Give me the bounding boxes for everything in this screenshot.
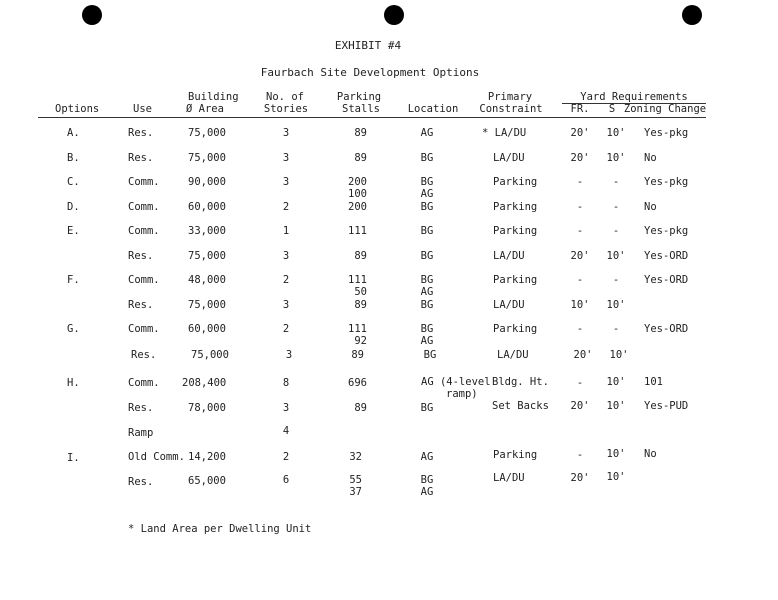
cell-zoning: 101 <box>644 376 663 388</box>
header-options: Options <box>55 103 100 115</box>
cell-area: 90,000 <box>188 176 226 188</box>
header-stories-top: No. of <box>266 91 304 103</box>
cell-stories: 3 <box>282 402 290 414</box>
cell-zoning: No <box>644 201 657 213</box>
cell-parking: 111 <box>348 323 367 335</box>
cell-zoning: Yes-ORD <box>644 323 689 335</box>
cell-location: BG <box>420 152 434 164</box>
cell-use: Res. <box>128 476 154 488</box>
cell-location: BG <box>420 402 434 414</box>
cell-fr: - <box>576 201 584 213</box>
cell-s: 10' <box>606 127 626 139</box>
cell-stories: 4 <box>282 425 290 437</box>
cell-use: Ramp <box>128 427 154 439</box>
header-s: S <box>608 103 616 115</box>
cell-area: 48,000 <box>188 274 226 286</box>
header-building-bottom: Ø Area <box>186 103 224 115</box>
cell-location: AG <box>420 451 434 463</box>
cell-fr: 20' <box>570 250 590 262</box>
exhibit-heading: EXHIBIT #4 <box>334 39 402 52</box>
cell-s: - <box>612 201 620 213</box>
cell-stories: 3 <box>282 250 290 262</box>
cell-s: 10' <box>609 349 629 361</box>
cell-parking-secondary: 100 <box>348 188 367 200</box>
header-rule <box>38 117 706 118</box>
cell-option: E. <box>67 225 80 237</box>
cell-constraint: LA/DU <box>497 349 529 361</box>
cell-location-secondary: AG <box>420 286 434 298</box>
cell-constraint: Parking <box>493 449 538 461</box>
cell-option: F. <box>67 274 80 286</box>
cell-constraint: Set Backs <box>492 400 549 412</box>
cell-s: - <box>612 274 620 286</box>
cell-location: AG <box>420 127 434 139</box>
cell-use: Res. <box>128 299 154 311</box>
cell-use: Comm. <box>128 323 160 335</box>
cell-use: Comm. <box>128 377 160 389</box>
cell-constraint: Parking <box>493 323 538 335</box>
cell-option: B. <box>67 152 80 164</box>
cell-location: BG <box>420 176 434 188</box>
cell-location: BG <box>420 474 434 486</box>
cell-s: 10' <box>606 299 626 311</box>
header-building-top: Building <box>188 91 239 103</box>
cell-area: 75,000 <box>188 127 226 139</box>
cell-fr: 20' <box>573 349 593 361</box>
cell-s: 10' <box>606 400 626 412</box>
cell-stories: 2 <box>282 274 290 286</box>
header-zoning-change: Zoning Change <box>623 103 707 115</box>
cell-parking: 89 <box>354 152 367 164</box>
cell-option: I. <box>67 452 80 464</box>
cell-parking: 200 <box>348 201 367 213</box>
cell-s: 10' <box>606 250 626 262</box>
cell-use: Comm. <box>128 176 160 188</box>
cell-fr: - <box>576 274 584 286</box>
cell-constraint: LA/DU <box>493 250 525 262</box>
cell-option: D. <box>67 201 80 213</box>
cell-location: BG <box>420 250 434 262</box>
cell-constraint: Bldg. Ht. <box>492 376 549 388</box>
cell-area: 60,000 <box>188 323 226 335</box>
cell-parking: 696 <box>348 377 367 389</box>
cell-s: - <box>612 225 620 237</box>
header-stories-bottom: Stories <box>263 103 309 115</box>
cell-zoning: Yes-PUD <box>644 400 689 412</box>
header-location: Location <box>407 103 459 115</box>
cell-stories: 2 <box>282 201 290 213</box>
cell-parking: 111 <box>348 225 367 237</box>
cell-option: H. <box>67 377 80 389</box>
cell-stories: 8 <box>282 377 290 389</box>
cell-use: Res. <box>128 152 154 164</box>
cell-parking: 32 <box>349 451 362 463</box>
cell-location-secondary: AG <box>420 188 434 200</box>
cell-parking: 89 <box>354 402 367 414</box>
cell-parking-secondary: 50 <box>354 286 367 298</box>
cell-stories: 3 <box>282 176 290 188</box>
cell-area: 65,000 <box>188 475 226 487</box>
cell-use: Comm. <box>128 201 160 213</box>
cell-area: 208,400 <box>182 377 227 389</box>
cell-use: Res. <box>131 349 157 361</box>
cell-s: 10' <box>606 448 626 460</box>
cell-parking: 89 <box>351 349 364 361</box>
header-parking-top: Parking <box>336 91 382 103</box>
cell-s: 10' <box>606 471 626 483</box>
cell-area: 75,000 <box>188 152 226 164</box>
punch-hole-right <box>682 5 702 25</box>
header-yard-requirements: Yard Requirements <box>580 91 688 103</box>
cell-fr: 20' <box>570 472 590 484</box>
cell-location: BG <box>420 225 434 237</box>
cell-area: 75,000 <box>188 299 226 311</box>
cell-area: 60,000 <box>188 201 226 213</box>
cell-option: A. <box>67 127 80 139</box>
cell-zoning: No <box>644 448 657 460</box>
cell-location: AG (4-level <box>421 376 491 388</box>
cell-stories: 2 <box>282 451 290 463</box>
cell-location-secondary: AG <box>420 335 434 347</box>
cell-zoning: Yes-ORD <box>644 274 689 286</box>
cell-parking: 89 <box>354 127 367 139</box>
cell-fr: - <box>576 323 584 335</box>
cell-s: - <box>612 323 620 335</box>
cell-use: Res. <box>128 127 154 139</box>
cell-constraint: Parking <box>493 201 538 213</box>
cell-s: - <box>612 176 620 188</box>
cell-fr: 20' <box>570 127 590 139</box>
cell-location-secondary: ramp) <box>446 388 478 400</box>
cell-zoning: Yes-ORD <box>644 250 689 262</box>
cell-area: 78,000 <box>188 402 226 414</box>
cell-parking: 55 <box>349 474 362 486</box>
cell-use: Old Comm. <box>128 451 185 463</box>
cell-use: Comm. <box>128 225 160 237</box>
cell-stories: 3 <box>282 299 290 311</box>
header-primary-bottom: Constraint <box>479 103 543 115</box>
cell-stories: 3 <box>282 127 290 139</box>
cell-location: BG <box>420 274 434 286</box>
header-use: Use <box>133 103 152 115</box>
cell-zoning: Yes-pkg <box>644 127 689 139</box>
cell-fr: 20' <box>570 152 590 164</box>
cell-stories: 1 <box>282 225 290 237</box>
cell-constraint: Parking <box>493 176 538 188</box>
cell-constraint: Parking <box>493 225 538 237</box>
cell-fr: - <box>576 377 584 389</box>
document-title: Faurbach Site Development Options <box>260 66 480 79</box>
cell-parking: 89 <box>354 299 367 311</box>
cell-parking: 89 <box>354 250 367 262</box>
cell-constraint: LA/DU <box>493 152 525 164</box>
cell-stories: 3 <box>285 349 293 361</box>
cell-stories: 6 <box>282 474 290 486</box>
cell-area: 75,000 <box>191 349 229 361</box>
cell-constraint: Parking <box>493 274 538 286</box>
cell-area: 14,200 <box>188 451 226 463</box>
cell-parking-secondary: 92 <box>354 335 367 347</box>
header-parking-bottom: Stalls <box>342 103 380 115</box>
cell-parking-secondary: 37 <box>349 486 362 498</box>
cell-area: 75,000 <box>188 250 226 262</box>
header-primary-top: Primary <box>487 91 533 103</box>
cell-s: 10' <box>606 152 626 164</box>
cell-use: Comm. <box>128 274 160 286</box>
cell-location: BG <box>420 201 434 213</box>
footnote: * Land Area per Dwelling Unit <box>128 523 312 535</box>
cell-stories: 2 <box>282 323 290 335</box>
cell-parking: 111 <box>348 274 367 286</box>
cell-constraint: * LA/DU <box>482 127 527 139</box>
cell-parking: 200 <box>348 176 367 188</box>
cell-fr: - <box>576 225 584 237</box>
cell-location: BG <box>420 299 434 311</box>
cell-zoning: Yes-pkg <box>644 176 689 188</box>
cell-fr: 20' <box>570 400 590 412</box>
cell-use: Res. <box>128 402 154 414</box>
cell-fr: - <box>576 449 584 461</box>
cell-zoning: No <box>644 152 657 164</box>
cell-s: 10' <box>606 376 626 388</box>
cell-zoning: Yes-pkg <box>644 225 689 237</box>
cell-location: BG <box>423 349 437 361</box>
cell-stories: 3 <box>282 152 290 164</box>
punch-hole-left <box>82 5 102 25</box>
cell-use: Res. <box>128 250 154 262</box>
cell-location-secondary: AG <box>420 486 434 498</box>
cell-location: BG <box>420 323 434 335</box>
cell-option: G. <box>67 323 80 335</box>
cell-option: C. <box>67 176 80 188</box>
cell-constraint: LA/DU <box>493 472 525 484</box>
punch-hole-center <box>384 5 404 25</box>
header-fr: FR. <box>570 103 590 115</box>
cell-constraint: LA/DU <box>493 299 525 311</box>
cell-area: 33,000 <box>188 225 226 237</box>
cell-fr: 10' <box>570 299 590 311</box>
cell-fr: - <box>576 176 584 188</box>
